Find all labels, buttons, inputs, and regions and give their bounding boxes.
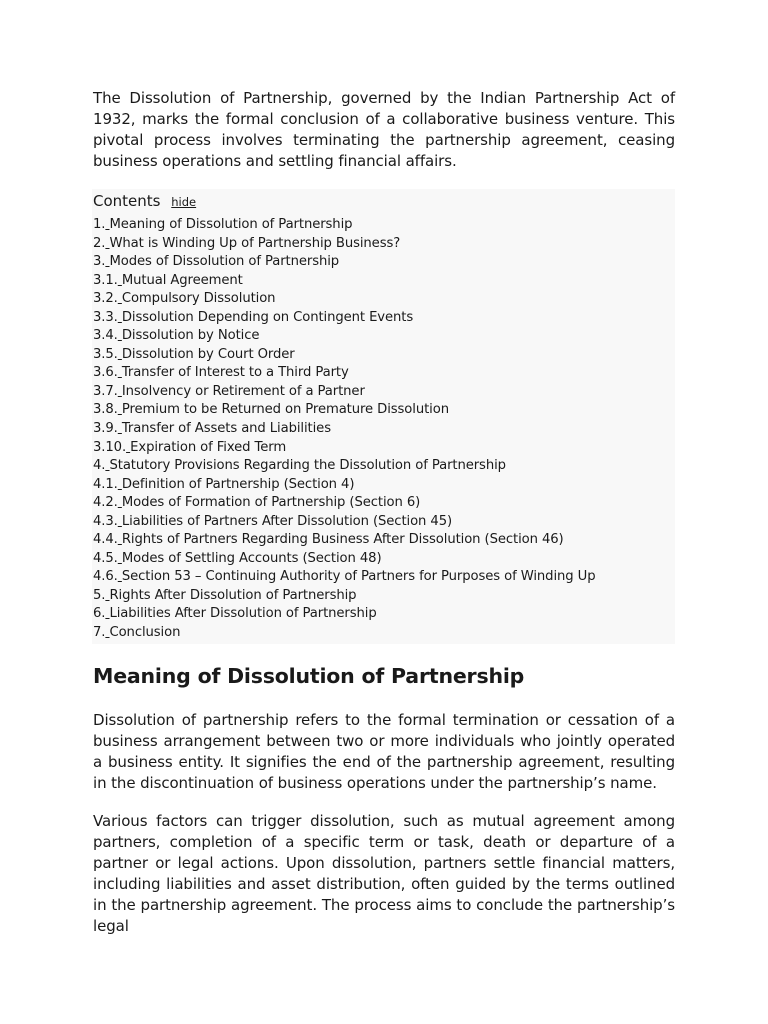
toc-item[interactable] xyxy=(93,550,675,569)
toc-item[interactable] xyxy=(93,605,675,624)
toc-item-number: 4.5. xyxy=(93,550,118,566)
intro-paragraph: The Dissolution of Partnership, governed by the Indian Partnership Act of 1932, marks the formal conclusion of a collaborative business venture. This pivotal process involves terminating the partnership agreement, ceasing business operations and settling financial affairs. xyxy=(93,89,675,170)
toc-item-label: Meaning of Dissolution of Partnership xyxy=(109,217,353,232)
toc-list xyxy=(93,216,675,643)
toc-item[interactable] xyxy=(93,253,675,272)
toc-item-number: 2. xyxy=(93,235,106,251)
toc-item[interactable] xyxy=(93,364,675,383)
toc-item-label: Mutual Agreement xyxy=(121,272,243,288)
toc-item-number: 3.7. xyxy=(93,383,118,399)
toc-item[interactable] xyxy=(93,290,675,309)
toc-item[interactable] xyxy=(93,531,675,550)
toc-item-label: Rights of Partners Regarding Business After Dissolution (Section 46) xyxy=(121,532,564,548)
toc-item-label: Transfer of Assets and Liabilities xyxy=(121,421,331,437)
toc-item-number: 3.10. xyxy=(93,439,127,455)
toc-item-number: 4.2. xyxy=(93,495,118,511)
toc-item[interactable] xyxy=(93,235,675,254)
toc-item[interactable] xyxy=(93,346,675,365)
toc-item-label: What is Winding Up of Partnership Business? xyxy=(109,235,401,251)
toc-item[interactable] xyxy=(93,624,675,643)
toc-item-label: Definition of Partnership (Section 4) xyxy=(121,476,355,492)
section-heading: Meaning of Dissolution of Partnership xyxy=(93,663,525,688)
toc-item-label: Section 53 – Continuing Authority of Partners for Purposes of Winding Up xyxy=(121,569,596,585)
toc-item-number: 1. xyxy=(93,217,106,232)
toc-item[interactable] xyxy=(93,457,675,476)
toc-item[interactable] xyxy=(93,439,675,458)
toc-item-label: Rights After Dissolution of Partnership xyxy=(109,587,357,603)
toc-item-label: Liabilities of Partners After Dissolution (Section 45) xyxy=(121,513,453,529)
toc-item-label: Expiration of Fixed Term xyxy=(130,439,287,455)
toc-item[interactable] xyxy=(93,216,675,235)
toc-item-label: Modes of Settling Accounts (Section 48) xyxy=(121,550,382,566)
toc-item-label: Conclusion xyxy=(109,625,181,641)
toc-item-number: 4. xyxy=(93,458,106,474)
section-paragraph-1: Dissolution of partnership refers to the formal termination or cessation of a business arrangement between two or more individuals who jointly operated a business entity. It signifies the end of the partnership agreement, resulting in the discontinuation of business operations under the partnership’s name. xyxy=(93,710,675,792)
toc-hide-link[interactable]: hide xyxy=(171,195,197,209)
toc-item[interactable] xyxy=(93,401,675,420)
toc-item-number: 7. xyxy=(93,625,106,641)
toc-item-number: 3.2. xyxy=(93,291,118,307)
toc-item-label: Modes of Dissolution of Partnership xyxy=(109,254,340,270)
toc-item-number: 5. xyxy=(93,587,106,603)
toc-item-number: 3.8. xyxy=(93,402,118,418)
toc-item-label: Dissolution by Court Order xyxy=(121,346,295,362)
table-of-contents xyxy=(92,189,675,644)
toc-item-label: Liabilities After Dissolution of Partnership xyxy=(109,606,377,622)
section-paragraph-2: Various factors can trigger dissolution, such as mutual agreement among partners, completion of a specific term or task, death or departure of a partner or legal actions. Upon dissolution, partners settle financial matters, including liabilities and asset distribution, often guided by the terms outlined in the partnership agreement. The process aims to conclude the partnership’s legal xyxy=(93,811,675,935)
toc-item[interactable] xyxy=(93,383,675,402)
toc-item-number: 3.6. xyxy=(93,365,118,381)
toc-item-number: 4.6. xyxy=(93,569,118,585)
toc-item-number: 4.1. xyxy=(93,476,118,492)
toc-item-label: Compulsory Dissolution xyxy=(121,291,276,307)
toc-item[interactable] xyxy=(93,513,675,532)
toc-item-number: 3.9. xyxy=(93,421,118,437)
toc-item-number: 3.3. xyxy=(93,309,118,325)
toc-item-label: Transfer of Interest to a Third Party xyxy=(121,365,349,381)
toc-item-number: 3.4. xyxy=(93,328,118,344)
toc-item-number: 6. xyxy=(93,606,106,622)
toc-item-label: Dissolution Depending on Contingent Events xyxy=(121,309,414,325)
toc-item-number: 3. xyxy=(93,254,106,270)
toc-item-number: 3.1. xyxy=(93,272,118,288)
toc-item-number: 4.3. xyxy=(93,513,118,529)
toc-item[interactable] xyxy=(93,587,675,606)
article-body xyxy=(93,88,675,937)
toc-header xyxy=(93,191,675,212)
toc-item[interactable] xyxy=(93,494,675,513)
toc-item-label: Premium to be Returned on Premature Dissolution xyxy=(121,402,449,418)
toc-title: Contents xyxy=(93,192,161,210)
toc-item[interactable] xyxy=(93,476,675,495)
toc-item[interactable] xyxy=(93,568,675,587)
toc-item[interactable] xyxy=(93,309,675,328)
toc-item-number: 4.4. xyxy=(93,532,118,548)
toc-item-label: Insolvency or Retirement of a Partner xyxy=(121,383,365,399)
toc-item-label: Dissolution by Notice xyxy=(121,328,260,344)
toc-item-label: Statutory Provisions Regarding the Dissolution of Partnership xyxy=(109,458,506,474)
toc-item-label: Modes of Formation of Partnership (Section 6) xyxy=(121,495,421,511)
toc-item[interactable] xyxy=(93,272,675,291)
toc-item-number: 3.5. xyxy=(93,346,118,362)
toc-item[interactable] xyxy=(93,420,675,439)
toc-item[interactable] xyxy=(93,327,675,346)
